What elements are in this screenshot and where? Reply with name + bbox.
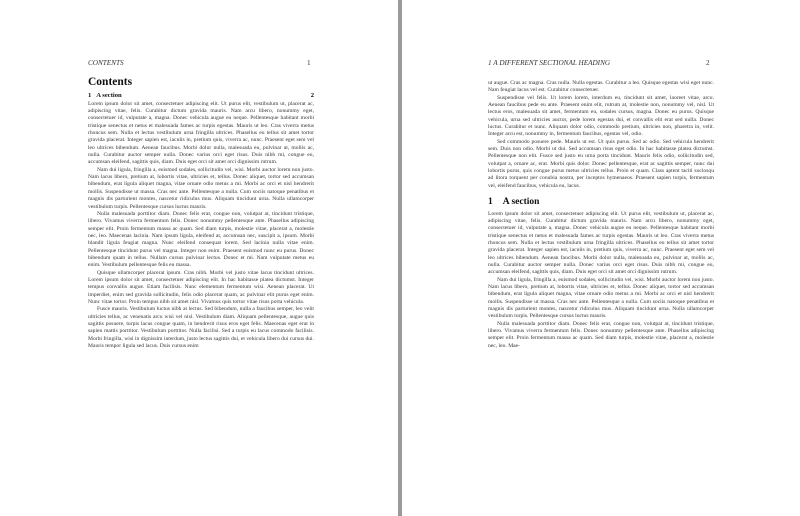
- paragraph: Lorem ipsum dolor sit amet, consectetuer adipiscing elit. Ut purus elit, vestibulum ut, placerat ac, adipiscing vitae, felis. Curabitur dictum gravida mauris. Nam arcu libero, nonummy eget, consectetuer id, vulputate a, magna. Donec vehicula augue eu neque. Pellentesque habitant morbi tristique senectus et netus et malesuada fames ac turpis egestas. Mauris ut leo. Cras viverra metus rhoncus sem. Nulla et lectus vestibulum urna fringilla ultrices. Phasellus eu tellus sit amet tortor gravida placerat. Integer sapien est, iaculis in, pretium quis, viverra ac, nunc. Praesent eget sem vel leo ultrices bibendum. Aenean faucibus. Morbi dolor nulla, malesuada eu, pulvinar at, mollis ac, nulla. Curabitur auctor semper nulla. Donec varius orci eget risus. Duis nibh mi, congue eu, accumsan eleifend, sagittis quis, diam. Duis eget orci sit amet orci dignissim rutrum.: [488, 210, 714, 276]
- paragraph: Nulla malesuada porttitor diam. Donec felis erat, congue non, volutpat at, tincidunt tristique, libero. Vivamus viverra fermentum felis. Donec nonummy pellentesque ante. Phasellus adipiscing semper elit. Proin fermentum massa ac quam. Sed diam turpis, molestie vitae, placerat a, molestie nec, leo. Maecenas lacinia. Nam ipsum ligula, eleifend at, accumsan nec, suscipit a, ipsum. Morbi blandit ligula feugiat magna. Nunc eleifend consequat lorem. Sed lacinia nulla vitae enim. Pellentesque tincidunt purus vel magna. Integer non enim. Praesent euismod nunc eu purus. Donec bibendum quam in tellus. Nullam cursus pulvinar lectus. Donec et mi. Nam vulputate metus eu enim. Vestibulum pellentesque felis eu massa.: [88, 210, 314, 269]
- paragraph: Quisque ullamcorper placerat ipsum. Cras nibh. Morbi vel justo vitae lacus tincidunt ultrices. Lorem ipsum dolor sit amet, consectetuer adipiscing elit. In hac habitasse platea dictumst. Integer tempus convallis augue. Etiam facilisis. Nunc elementum fermentum wisi. Aenean placerat. Ut imperdiet, enim sed gravida sollicitudin, felis odio placerat quam, ac pulvinar elit purus eget enim. Nunc vitae tortor. Proin tempus nibh sit amet nisl. Vivamus quis tortor vitae risus porta vehicula.: [88, 269, 314, 305]
- paragraph: Fusce mauris. Vestibulum luctus nibh at lectus. Sed bibendum, nulla a faucibus semper, leo velit ultricies tellus, ac venenatis arcu wisi vel nisl. Vestibulum diam. Aliquam pellentesque, augue quis sagittis posuere, turpis lacus congue quam, in hendrerit risus eros eget felis. Maecenas eget erat in sapien mattis porttitor. Vestibulum porttitor. Nulla facilisi. Sed a turpis eu lacus commodo facilisis. Morbi fringilla, wisi in dignissim interdum, justo lectus sagittis dui, et vehicula libero dui cursus dui. Mauris tempor ligula sed lacus. Duis cursus enim: [88, 306, 314, 350]
- paragraph: Nam dui ligula, fringilla a, euismod sodales, sollicitudin vel, wisi. Morbi auctor lorem non justo. Nam lacus libero, pretium at, lobortis vitae, ultricies et, tellus. Donec aliquet, tortor sed accumsan bibendum, erat ligula aliquet magna, vitae ornare odio metus a mi. Morbi ac orci et nisl hendrerit mollis. Suspendisse ut massa. Cras nec ante. Pellentesque a nulla. Cum sociis natoque penatibus et magnis dis parturient montes, nascetur ridiculus mus. Aliquam tincidunt urna. Nulla ullamcorper vestibulum turpis. Pellentesque cursus luctus mauris.: [88, 166, 314, 210]
- paragraph: ut augue. Cras ac magna. Cras nulla. Nulla egestas. Curabitur a leo. Quisque egestas wisi eget nunc. Nam feugiat lacus vel est. Curabitur consectetuer.: [488, 80, 714, 94]
- paragraph: Lorem ipsum dolor sit amet, consectetuer adipiscing elit. Ut purus elit, vestibulum ut, placerat ac, adipiscing vitae, felis. Curabitur dictum gravida mauris. Nam arcu libero, nonummy eget, consectetuer id, vulputate a, magna. Donec vehicula augue eu neque. Pellentesque habitant morbi tristique senectus et netus et malesuada fames ac turpis egestas. Mauris ut leo. Cras viverra metus rhoncus sem. Nulla et lectus vestibulum urna fringilla ultrices. Phasellus eu tellus sit amet tortor gravida placerat. Integer sapien est, iaculis in, pretium quis, viverra ac, nunc. Praesent eget sem vel leo ultrices bibendum. Aenean faucibus. Morbi dolor nulla, malesuada eu, pulvinar at, mollis ac, nulla. Curabitur auctor semper nulla. Donec varius orci eget risus. Duis nibh mi, congue eu, accumsan eleifend, sagittis quis, diam. Duis eget orci sit amet orci dignissim rutrum.: [88, 100, 314, 166]
- running-header: CONTENTS: [88, 59, 124, 67]
- left-page: [0, 0, 398, 516]
- toc-entry-label: A section: [96, 92, 122, 100]
- paragraph: Nam dui ligula, fringilla a, euismod sodales, sollicitudin vel, wisi. Morbi auctor lorem non justo. Nam lacus libero, pretium at, lobortis vitae, ultricies et, tellus. Donec aliquet, tortor sed accumsan bibendum, erat ligula aliquet magna, vitae ornare odio metus a mi. Morbi ac orci et nisl hendrerit mollis. Suspendisse ut massa. Cras nec ante. Pellentesque a nulla. Cum sociis natoque penatibus et magnis dis parturient montes, nascetur ridiculus mus. Aliquam tincidunt urna. Nulla ullamcorper vestibulum turpis. Pellentesque cursus luctus mauris.: [488, 276, 714, 320]
- paragraph: Suspendisse vel felis. Ut lorem lorem, interdum eu, tincidunt sit amet, laoreet vitae, arcu. Aenean faucibus pede eu ante. Praesent enim elit, rutrum at, molestie non, nonummy vel, nisl. Ut lectus eros, malesuada sit amet, fermentum eu, sodales cursus, magna. Donec eu purus. Quisque vehicula, urna sed ultricies auctor, pede lorem egestas dui, et convallis elit erat sed nulla. Donec luctus. Curabitur et nunc. Aliquam dolor odio, commodo pretium, ultricies non, pharetra in, velit. Integer arcu est, nonummy in, fermentum faucibus, egestas vel, odio.: [488, 94, 714, 138]
- section-heading: [488, 199, 714, 206]
- right-page-body: [488, 80, 714, 350]
- page-number: 1: [307, 59, 311, 67]
- page-number: 2: [706, 59, 710, 67]
- paragraph: Sed commodo posuere pede. Mauris ut est. Ut quis purus. Sed ac odio. Sed vehicula hendrerit sem. Duis non odio. Morbi ut dui. Sed accumsan risus eget odio. In hac habitasse platea dictumst. Pellentesque non elit. Fusce sed justo eu urna porta tincidunt. Mauris felis odio, sollicitudin sed, volutpat a, ornare ac, erat. Morbi quis dolor. Donec pellentesque, erat ac sagittis semper, nunc dui lobortis purus, quis congue purus metus ultricies tellus. Proin et quam. Class aptent taciti sociosqu ad litora torquent per conubia nostra, per inceptos hymenaeos. Praesent sapien turpis, fermentum vel, eleifend faucibus, vehicula eu, lacus.: [488, 138, 714, 189]
- toc-title: Contents: [88, 76, 133, 88]
- section-title: A section: [502, 197, 540, 208]
- toc-entry[interactable]: [88, 92, 314, 99]
- running-header: 1 A DIFFERENT SECTIONAL HEADING: [488, 59, 611, 67]
- section-number: 1: [488, 197, 493, 208]
- right-page: [402, 0, 800, 516]
- toc-entry-number: 1: [88, 92, 92, 100]
- toc-entry-page: 2: [310, 92, 314, 100]
- paragraph: Nulla malesuada porttitor diam. Donec felis erat, congue non, volutpat at, tincidunt tristique, libero. Vivamus viverra fermentum felis. Donec nonummy pellentesque ante. Phasellus adipiscing semper elit. Proin fermentum massa ac quam. Sed diam turpis, molestie vitae, placerat a, molestie nec, leo. Mae-: [488, 320, 714, 349]
- left-page-body: [88, 76, 314, 350]
